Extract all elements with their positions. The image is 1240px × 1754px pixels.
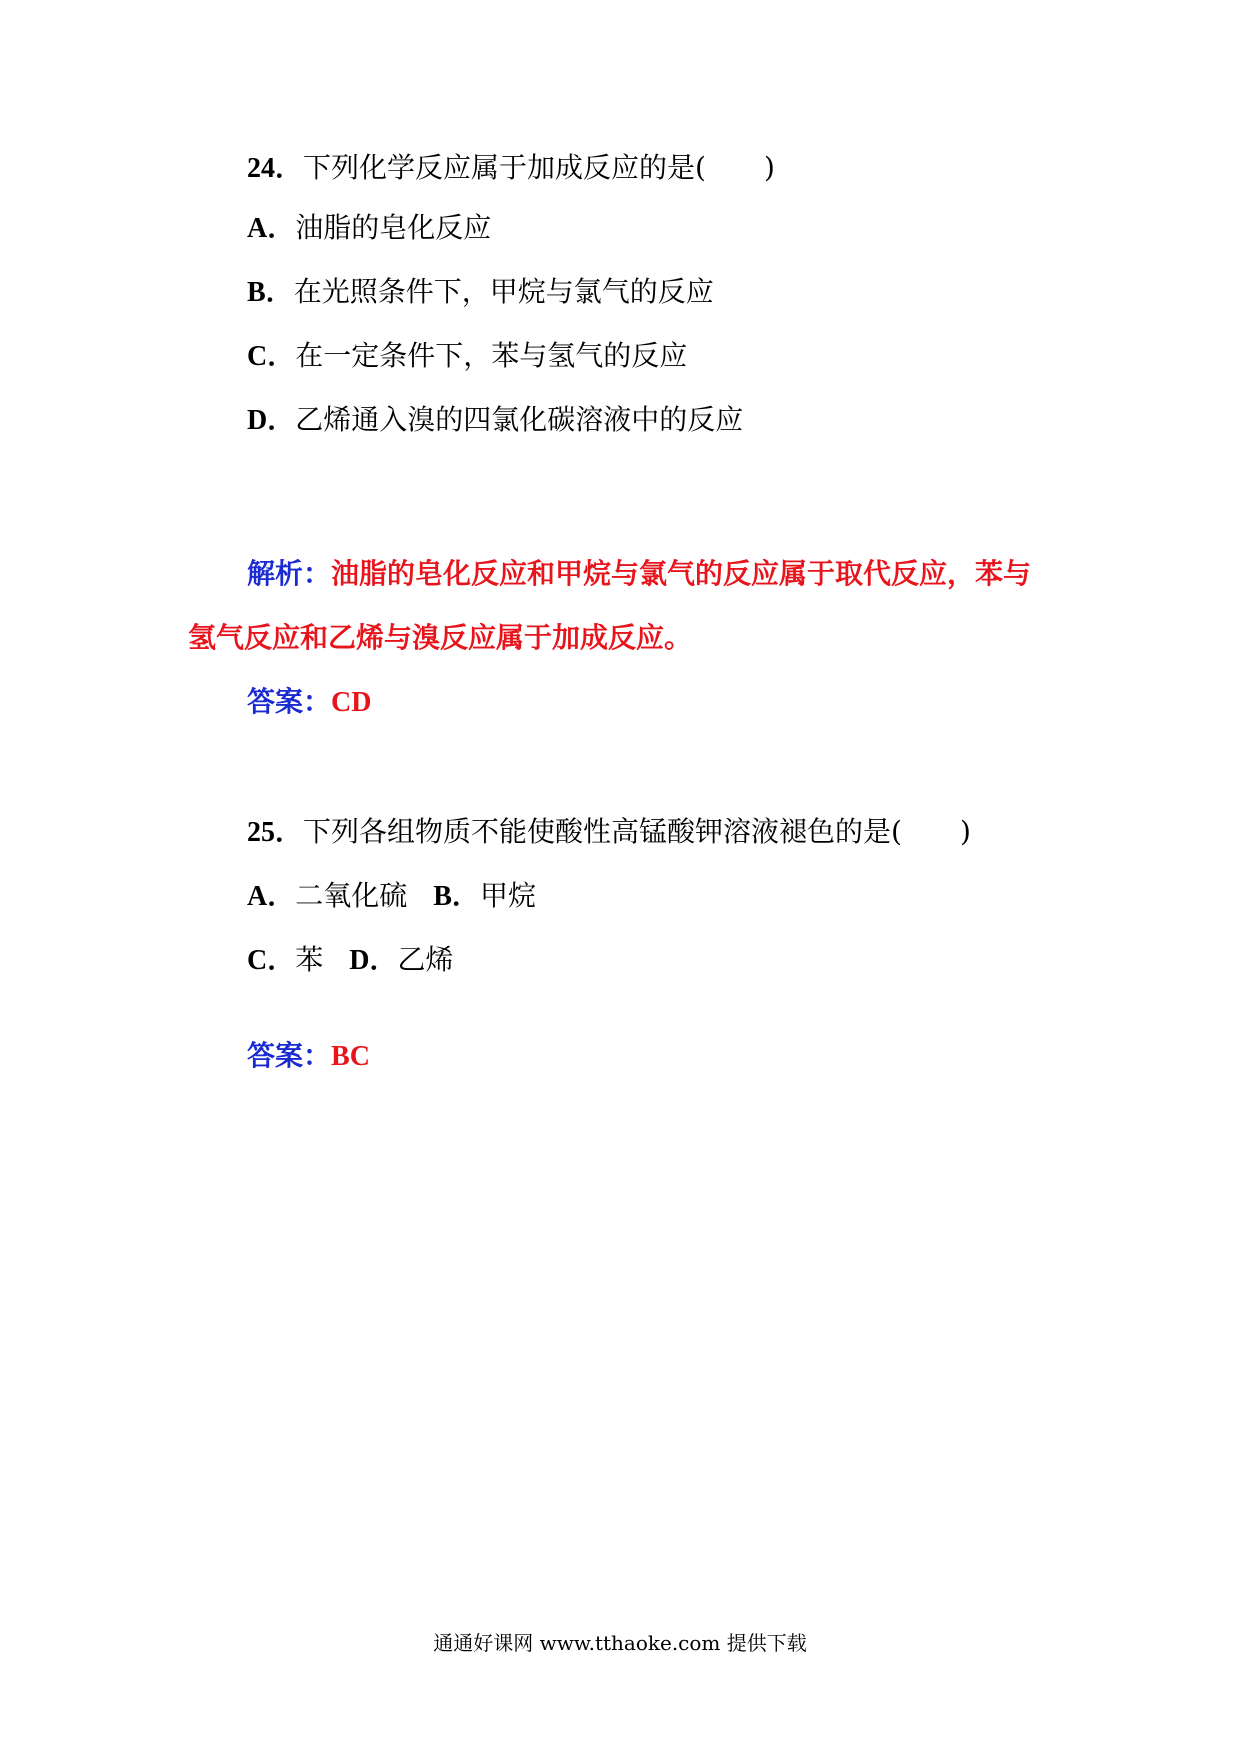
answer-25: [247, 1036, 370, 1077]
question-number: 25．: [247, 817, 304, 848]
option-text: 二氧化硫: [295, 879, 408, 912]
question-24-stem: 24．下列化学反应属于加成反应的是( ): [247, 151, 775, 184]
option-text: 甲烷: [479, 879, 536, 912]
option-a: A．油脂的皂化反应: [247, 211, 492, 244]
answer-value: CD: [331, 687, 372, 718]
analysis-label: 解析：: [247, 557, 332, 590]
analysis-text: 油脂的皂化反应和甲烷与氯气的反应属于取代反应，苯与: [331, 557, 1032, 590]
option-text: 在光照条件下，甲烷与氯气的反应: [293, 275, 714, 308]
answer-label: 答案：: [247, 1039, 332, 1072]
option-text: 油脂的皂化反应: [295, 211, 492, 244]
options-row-ab: A．二氧化硫 B．甲烷: [247, 879, 536, 912]
answer-label: 答案：: [247, 685, 332, 718]
option-text: 苯: [295, 943, 324, 976]
option-text: 在一定条件下，苯与氢气的反应: [295, 339, 688, 372]
answer-value: BC: [331, 1041, 370, 1072]
option-b: B．在光照条件下，甲烷与氯气的反应: [247, 275, 714, 308]
analysis-line-2: [188, 618, 692, 658]
answer-24: [247, 682, 371, 723]
option-d: D．乙烯通入溴的四氯化碳溶液中的反应: [247, 403, 744, 436]
page-footer: 通通好课网 www.tthaoke.com 提供下载: [433, 1631, 807, 1655]
analysis-text: 氢气反应和乙烯与溴反应属于加成反应。: [188, 621, 693, 654]
question-25-stem: 25．下列各组物质不能使酸性高锰酸钾溶液褪色的是( ): [247, 815, 971, 848]
analysis-line-1: [247, 554, 1031, 594]
options-row-cd: C．苯 D．乙烯: [247, 943, 454, 976]
option-text: 乙烯通入溴的四氯化碳溶液中的反应: [295, 403, 744, 436]
question-number: 24．: [247, 153, 304, 184]
option-c: C．在一定条件下，苯与氢气的反应: [247, 339, 688, 372]
question-text: 下列各组物质不能使酸性高锰酸钾溶液褪色的是(: [303, 815, 902, 848]
question-text: 下列化学反应属于加成反应的是(: [303, 151, 706, 184]
option-text: 乙烯: [397, 943, 454, 976]
